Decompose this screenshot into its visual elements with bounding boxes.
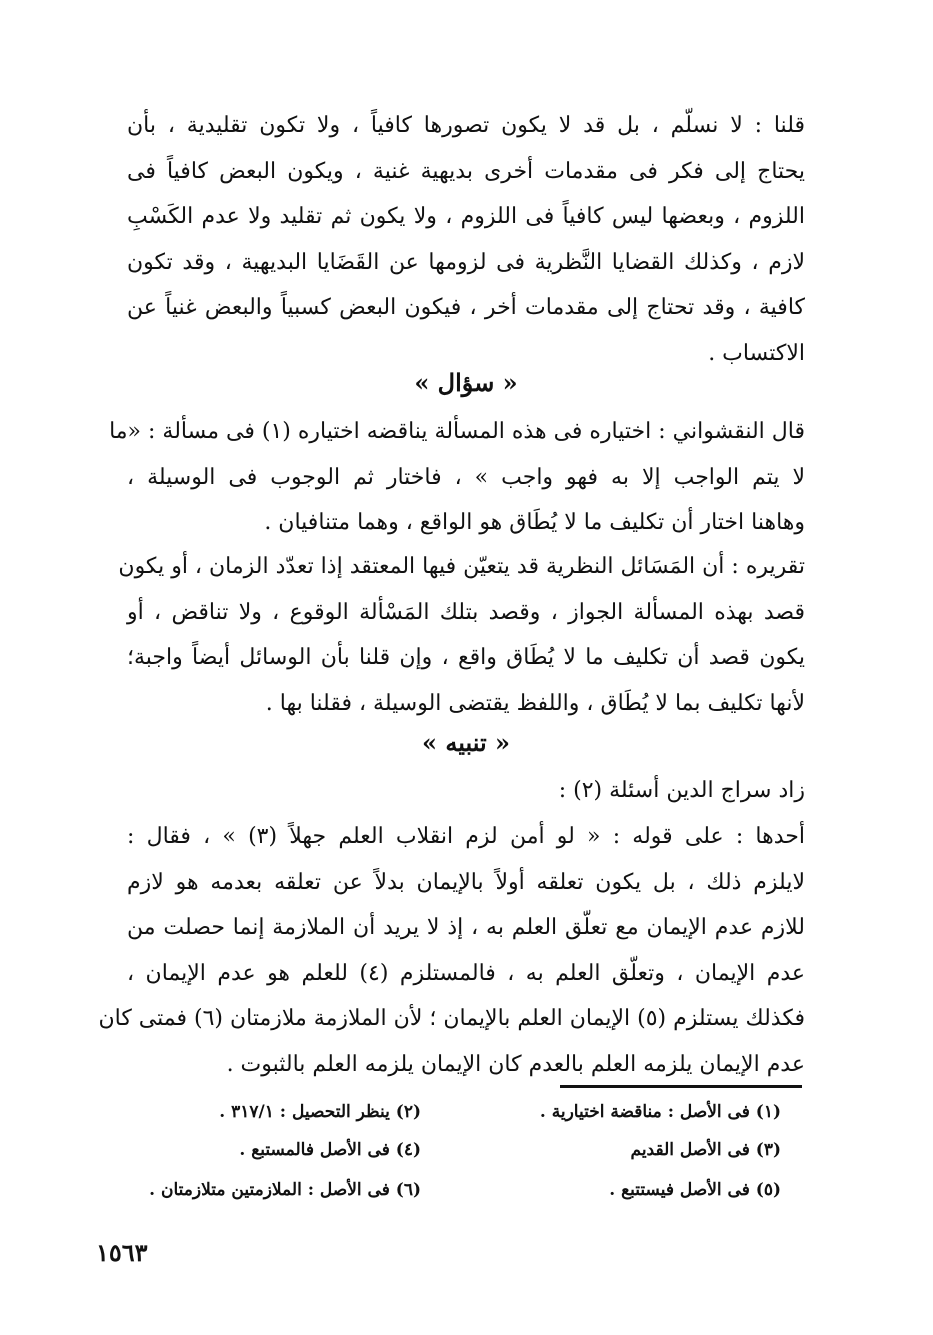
text-line: لأنها تكليف بما لا يُطَاق ، واللفظ يقتضى الوسيلة ، فقلنا بها . [265, 690, 805, 716]
footnote-separator [560, 1085, 802, 1088]
text-line: قلنا : لا نسلّم ، بل قد لا يكون تصورها كافياً ، ولا تكون تقليدية ، بأن [127, 113, 805, 138]
text-line: قصد بهذه المسألة الجواز ، وقصد بتلك المَسْألة الوقوع ، ولا تناقض ، أو [127, 599, 805, 625]
paragraph-4 [127, 768, 805, 814]
page-number: ١٥٦٣ [96, 1238, 148, 1267]
text-line: اللزوم ، وبعضها ليس كافياً فى اللزوم ، ولا يكون ثم تقليد ولا عدم الكَسْبِ [127, 204, 805, 229]
text-line: تقريره : أن المَسَائل النظرية قد يتعيّن فيها المعتقد إذا تعدّد الزمان ، أو يكون [118, 554, 805, 579]
text-line: للازم عدم الإيمان مع تعلّق العلم به ، إذ لا يريد أن الملازمة إنما حصلت من [127, 915, 805, 940]
text-line: قال النقشواني : اختياره فى هذه المسألة يناقضه اختياره (١) فى مسألة : «ما [109, 419, 805, 444]
section-heading-question: « سؤال » [414, 368, 518, 397]
footnote-3: (٣) فى الأصل القديم [630, 1140, 781, 1160]
text-line: زاد سراج الدين أسئلة (٢) : [558, 778, 805, 803]
paragraph-1 [127, 103, 805, 376]
paragraph-3 [118, 544, 805, 726]
text-line: الاكتساب . [708, 340, 805, 366]
paragraph-5 [98, 814, 805, 1087]
text-line: عدم الإيمان ، وتعلّق العلم به ، فالمستلزم (٤) للعلم هو عدم الإيمان ، [127, 960, 805, 986]
footnote-5: (٥) فى الأصل فيستتبع . [609, 1180, 781, 1200]
text-line: كافية ، وقد تحتاج إلى مقدمات أخر ، فيكون البعض كسبياً والبعض غنياً عن [127, 295, 805, 320]
footnote-2: (٢) ينظر التحصيل : ٣١٧/١ . [219, 1102, 421, 1122]
text-line: لا يتم الواجب إلا به فهو واجب » ، فاختار ثم الوجوب فى الوسيلة ، [127, 464, 805, 490]
text-line: عدم الإيمان يلزمه العلم بالعدم كان الإيمان يلزمه العلم بالثبوت . [226, 1051, 805, 1077]
text-line: لايلزم ذلك ، بل يكون تعلقه أولاً بالإيمان بدلاً عن تعلقه بعدمه هو لازم [127, 869, 805, 895]
text-line: لازم ، وكذلك القضايا النَّظرية فى لزومها عن القَضَايا البديهية ، وقد تكون [127, 249, 805, 275]
section-heading-note: « تنبيه » [422, 728, 510, 757]
footnote-6: (٦) فى الأصل : الملازمتين متلازمتان . [149, 1180, 421, 1200]
footnote-1: (١) فى الأصل : مناقضة اختيارية . [539, 1102, 781, 1122]
text-line: يحتاج إلى فكر فى مقدمات أخرى بديهية غنية ، ويكون البعض كافياً فى [127, 158, 805, 184]
paragraph-2 [109, 409, 805, 546]
footnote-4: (٤) فى الأصل فالمستبع . [239, 1140, 421, 1160]
text-line: أحدها : على قوله : « لو أمن لزم انقلاب العلم جهلاً (٣) » ، فقال : [127, 824, 805, 849]
text-line: فكذلك يستلزم (٥) الإيمان العلم بالإيمان ؛ لأن الملازمة ملازمتان (٦) فمتى كان [98, 1006, 805, 1031]
text-line: يكون قصد أن تكليف ما لا يُطَاق واقع ، وإن قلنا بأن الوسائل أيضاً واجبة؛ [127, 645, 805, 670]
text-line: وهاهنا اختار أن تكليف ما لا يُطَاق هو الواقع ، وهما متنافيان . [264, 510, 805, 535]
